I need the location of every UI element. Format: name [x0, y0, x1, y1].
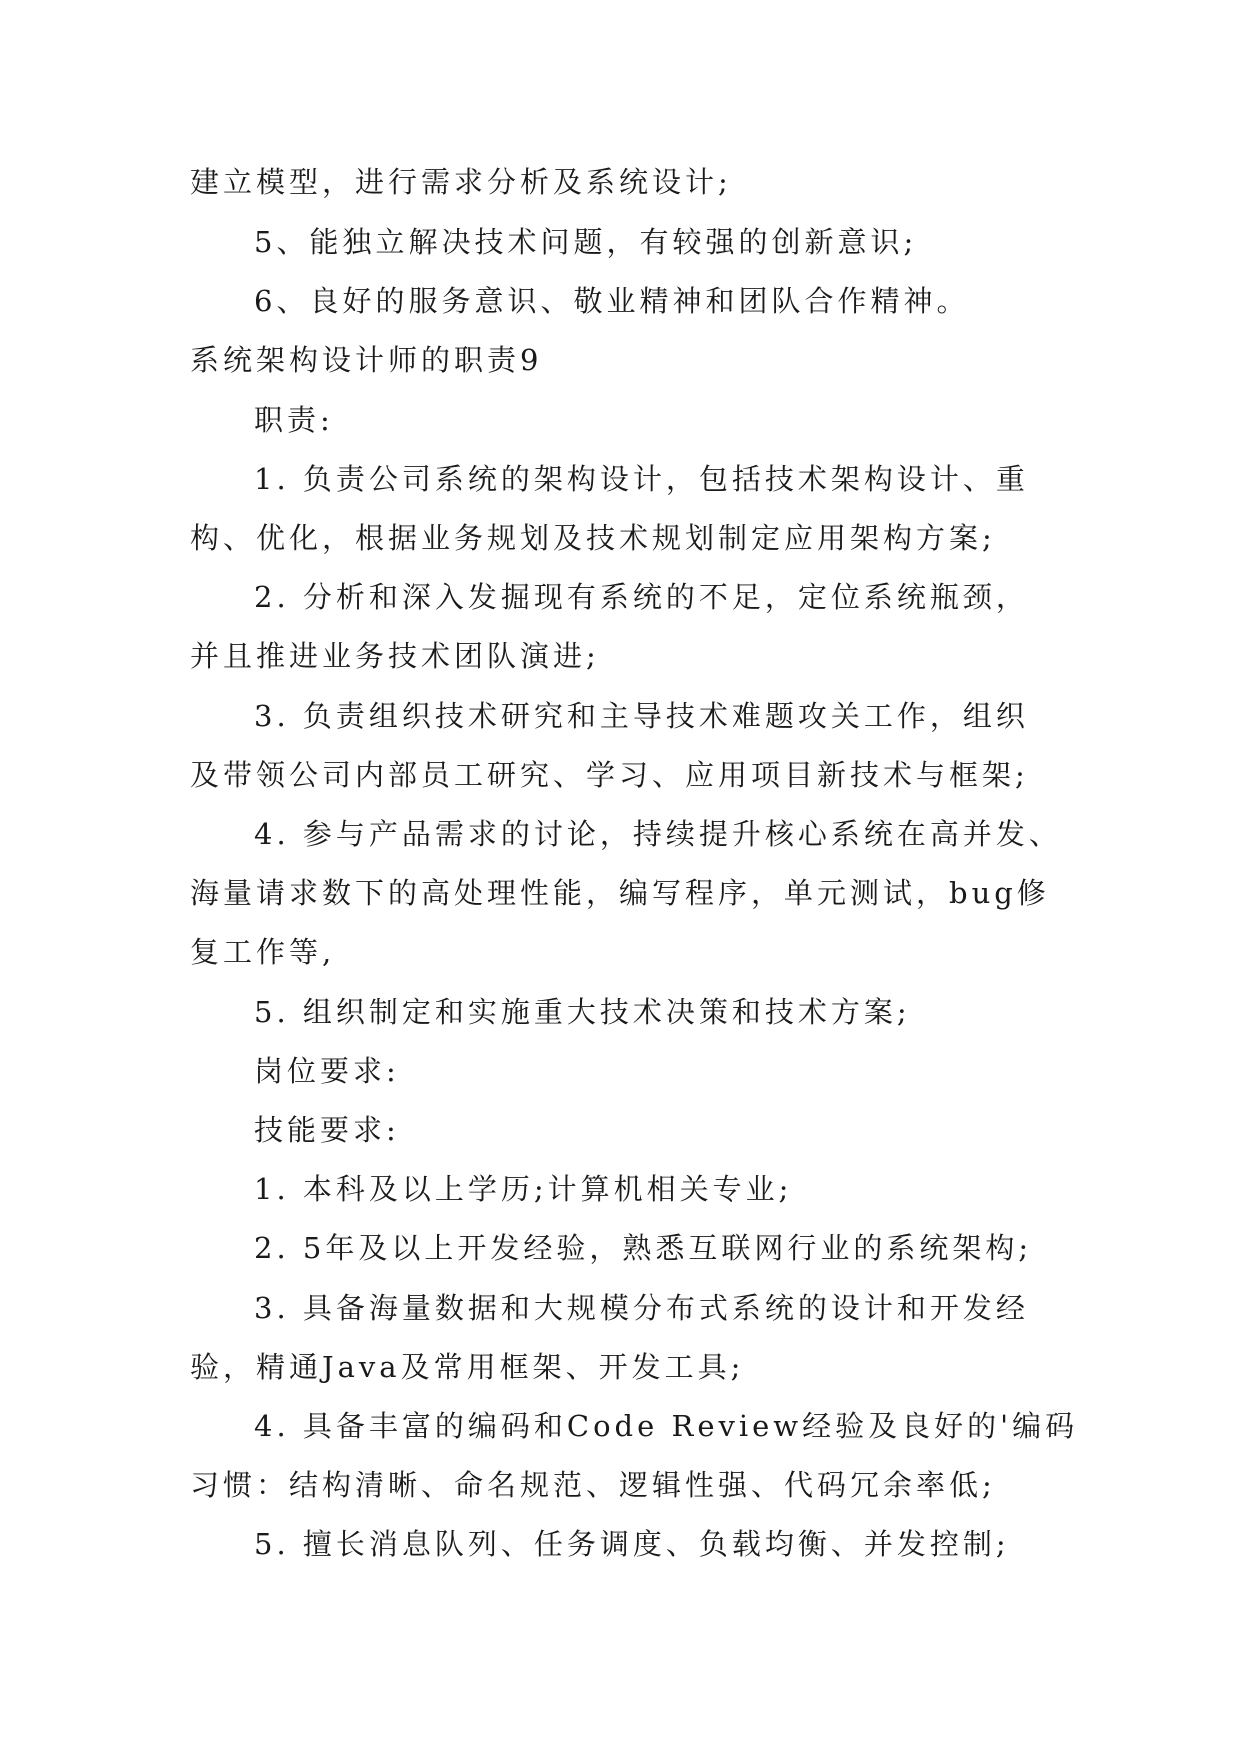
- text-line: 及带领公司内部员工研究、学习、应用项目新技术与框架;: [190, 758, 1029, 792]
- text-line: 4. 具备丰富的编码和Code Review经验及良好的'编码: [254, 1409, 1079, 1443]
- text-line: 海量请求数下的高处理性能，编写程序，单元测试，bug修: [190, 876, 1050, 910]
- text-line: 3. 具备海量数据和大规模分布式系统的设计和开发经: [254, 1291, 1029, 1325]
- text-line: 建立模型，进行需求分析及系统设计;: [190, 165, 732, 199]
- text-line: 2. 5年及以上开发经验，熟悉互联网行业的系统架构;: [254, 1231, 1033, 1265]
- text-line: 4. 参与产品需求的讨论，持续提升核心系统在高并发、: [254, 817, 1062, 851]
- text-line: 复工作等,: [190, 935, 336, 969]
- text-line: 1. 本科及以上学历;计算机相关专业;: [254, 1172, 793, 1206]
- text-line: 5. 组织制定和实施重大技术决策和技术方案;: [254, 995, 911, 1029]
- text-line: 2. 分析和深入发掘现有系统的不足，定位系统瓶颈，: [254, 580, 1029, 614]
- subheading-requirements: 岗位要求:: [254, 1054, 400, 1088]
- text-line: 构、优化，根据业务规划及技术规划制定应用架构方案;: [190, 521, 996, 555]
- text-line: 并且推进业务技术团队演进;: [190, 639, 600, 673]
- text-line: 习惯：结构清晰、命名规范、逻辑性强、代码冗余率低;: [190, 1468, 996, 1502]
- text-line: 3. 负责组织技术研究和主导技术难题攻关工作，组织: [254, 699, 1029, 733]
- text-line: 5、能独立解决技术问题，有较强的创新意识;: [254, 225, 918, 259]
- text-line: 5. 擅长消息队列、任务调度、负载均衡、并发控制;: [254, 1527, 1010, 1561]
- text-line: 验，精通Java及常用框架、开发工具;: [190, 1350, 745, 1384]
- text-line: 6、良好的服务意识、敬业精神和团队合作精神。: [254, 284, 970, 318]
- section-heading: 系统架构设计师的职责9: [190, 343, 543, 377]
- text-line: 1. 负责公司系统的架构设计，包括技术架构设计、重: [254, 462, 1029, 496]
- subheading-skills: 技能要求:: [254, 1113, 400, 1147]
- subheading-duties: 职责:: [254, 403, 334, 437]
